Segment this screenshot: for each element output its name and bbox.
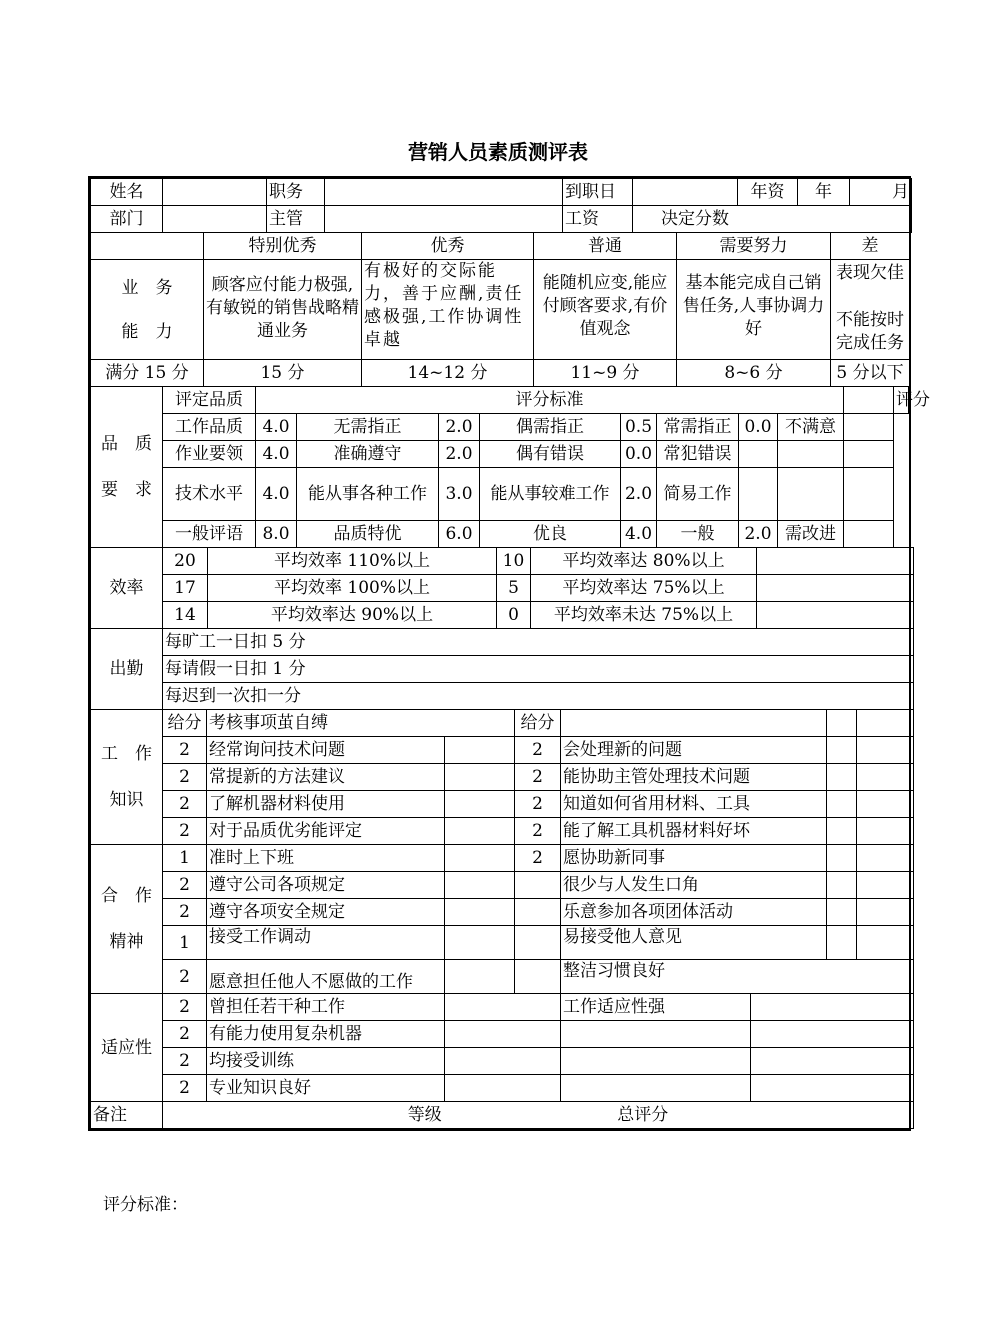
table-row: [91, 441, 909, 468]
quality-desc: 无需指正: [297, 414, 439, 441]
table-row: [91, 960, 914, 994]
cooperation-score-field[interactable]: [445, 926, 515, 960]
knowledge-label-a: 工 作: [101, 744, 152, 764]
table-row: [91, 548, 914, 575]
table-row: [91, 818, 914, 845]
quality-desc: [778, 441, 844, 468]
adaptability-item: [561, 1048, 751, 1075]
attendance-label: 出勤: [91, 629, 163, 710]
knowledge-item: 对于品质优劣能评定: [207, 818, 445, 845]
cooperation-points: [515, 960, 561, 994]
quality-value: 4.0: [621, 521, 657, 548]
knowledge-score-field[interactable]: [445, 764, 515, 791]
supervisor-field[interactable]: [325, 206, 563, 233]
quality-value: 2.0: [439, 414, 480, 441]
month-label: 月: [850, 179, 912, 206]
quality-desc: 能从事较难工作: [480, 468, 621, 521]
cooperation-points: 2: [163, 960, 207, 994]
quality-item: 工作品质: [163, 414, 256, 441]
knowledge-points: 2: [163, 737, 207, 764]
quality-item: 作业要领: [163, 441, 256, 468]
quality-value: 2.0: [439, 441, 480, 468]
knowledge-score-field[interactable]: [445, 737, 515, 764]
quality-desc: 不满意: [778, 414, 844, 441]
score-normal: 11~9 分: [534, 360, 677, 387]
efficiency-points: 0: [497, 602, 531, 629]
cooperation-item: 易接受他人意见: [561, 926, 827, 960]
table-row: [91, 926, 914, 960]
quality-item: 一般评语: [163, 521, 256, 548]
knowledge-item: 了解机器材料使用: [207, 791, 445, 818]
remarks-field[interactable]: [163, 1102, 914, 1129]
quality-desc: 能从事各种工作: [297, 468, 439, 521]
quality-desc: 优良: [480, 521, 621, 548]
table-row: [91, 1075, 914, 1102]
table-row: [91, 845, 914, 872]
quality-desc: 简易工作: [657, 468, 739, 521]
quality-value: 6.0: [439, 521, 480, 548]
desc-needs-effort: 基本能完成自己销售任务,人事协调力好: [677, 260, 831, 360]
table-row: [91, 994, 914, 1021]
adaptability-item: 曾担任若干种工作: [207, 994, 445, 1021]
knowledge-score-field[interactable]: [827, 737, 857, 764]
level-excellent-plus: 特别优秀: [204, 233, 362, 260]
knowledge-points: 2: [163, 791, 207, 818]
desc-excellent-plus: 顾客应付能力极强,有敏锐的销售战略精通业务: [204, 260, 362, 360]
position-field[interactable]: [325, 179, 563, 206]
adaptability-item: 均接受训练: [207, 1048, 445, 1075]
level-excellent: 优秀: [362, 233, 534, 260]
table-row: [91, 414, 909, 441]
efficiency-desc: 平均效率达 75%以上: [531, 575, 757, 602]
position-label: 职务: [267, 179, 325, 206]
knowledge-score-field[interactable]: [827, 791, 857, 818]
adaptability-score-field[interactable]: [751, 1048, 914, 1075]
table-row: [91, 468, 909, 521]
efficiency-score-field[interactable]: [757, 548, 914, 575]
knowledge-label-b: 知识: [109, 790, 144, 810]
cooperation-points: [515, 926, 561, 960]
quality-value: 0.5: [621, 414, 657, 441]
score-excellent-plus: 15 分: [204, 360, 362, 387]
score-excellent: 14~12 分: [362, 360, 534, 387]
cooperation-label: [91, 845, 163, 994]
table-row: [91, 791, 914, 818]
knowledge-blank: [857, 818, 914, 845]
cooperation-score-field[interactable]: [827, 899, 857, 926]
score-needs-effort: 8~6 分: [677, 360, 831, 387]
efficiency-points: 14: [163, 602, 208, 629]
attendance-table: [90, 628, 914, 710]
knowledge-head-blank: [561, 710, 827, 737]
knowledge-head-points-2: 给分: [515, 710, 561, 737]
adaptability-label: 适应性: [91, 994, 163, 1102]
knowledge-points: 2: [163, 818, 207, 845]
table-row: [91, 872, 914, 899]
table-row: [91, 899, 914, 926]
table-row: [91, 737, 914, 764]
adaptability-points: 2: [163, 1021, 207, 1048]
quality-desc: 常犯错误: [657, 441, 739, 468]
quality-value: 3.0: [439, 468, 480, 521]
efficiency-points: 5: [497, 575, 531, 602]
evaluation-form: [88, 176, 930, 1131]
cooperation-score-field[interactable]: [827, 872, 857, 899]
cooperation-score-field[interactable]: [445, 960, 515, 994]
ability-label-a: 业 务: [121, 277, 173, 298]
year-label: 年: [798, 179, 850, 206]
cooperation-points: [515, 872, 561, 899]
basic-info-table: [90, 178, 912, 233]
knowledge-points: 2: [515, 791, 561, 818]
ability-label-b: 能 力: [121, 321, 173, 342]
efficiency-desc: 平均效率达 90%以上: [208, 602, 497, 629]
adaptability-points: 2: [163, 1075, 207, 1102]
desc-normal: 能随机应变,能应付顾客要求,有价值观念: [534, 260, 677, 360]
cooperation-points: 2: [163, 872, 207, 899]
adaptability-item: [561, 1075, 751, 1102]
efficiency-desc: 平均效率达 80%以上: [531, 548, 757, 575]
knowledge-table: [90, 709, 914, 845]
cooperation-blank: [857, 845, 914, 872]
cooperation-points: 2: [163, 899, 207, 926]
level-poor: 差: [831, 233, 910, 260]
hire-date-field[interactable]: [633, 179, 738, 206]
knowledge-score-field[interactable]: [445, 818, 515, 845]
page-title: 营销人员素质测评表: [408, 140, 588, 164]
quality-desc: 品质特优: [297, 521, 439, 548]
quality-value: 4.0: [256, 441, 297, 468]
cooperation-score-field[interactable]: [445, 872, 515, 899]
adaptability-score-field[interactable]: [445, 994, 561, 1021]
scoring-criteria-label: 评分标准：: [103, 1195, 188, 1215]
table-row: [91, 656, 914, 683]
quality-score-field[interactable]: [844, 468, 894, 521]
adaptability-table: [90, 993, 914, 1102]
knowledge-blank: [857, 737, 914, 764]
quality-head-score: 评分: [894, 387, 909, 414]
grade-label: 等级: [407, 1105, 442, 1125]
adaptability-score-field[interactable]: [445, 1021, 561, 1048]
adaptability-score-field[interactable]: [445, 1048, 561, 1075]
adaptability-points: 2: [163, 994, 207, 1021]
table-row: [91, 1021, 914, 1048]
quality-desc: 一般: [657, 521, 739, 548]
adaptability-score-field[interactable]: [445, 1075, 561, 1102]
knowledge-points: 2: [163, 764, 207, 791]
quality-label: [91, 387, 163, 548]
cooperation-points: 2: [515, 845, 561, 872]
efficiency-desc: 平均效率 110%以上: [208, 548, 497, 575]
efficiency-score-field[interactable]: [757, 575, 914, 602]
name-label: 姓名: [91, 179, 163, 206]
supervisor-label: 主管: [267, 206, 325, 233]
remarks-label: 备注: [91, 1102, 163, 1129]
table-row: [91, 683, 914, 710]
quality-head-item: 评定品质: [163, 387, 256, 414]
quality-desc: [778, 468, 844, 521]
cooperation-score-field[interactable]: [827, 926, 857, 960]
quality-value: 0.0: [739, 414, 778, 441]
cooperation-item: 遵守各项安全规定: [207, 899, 445, 926]
knowledge-score-field[interactable]: [445, 791, 515, 818]
cooperation-item: 准时上下班: [207, 845, 445, 872]
cooperation-table: [90, 844, 914, 994]
knowledge-points: 2: [515, 737, 561, 764]
quality-value: [739, 441, 778, 468]
quality-score-field[interactable]: [844, 414, 894, 441]
efficiency-points: 20: [163, 548, 208, 575]
efficiency-points: 17: [163, 575, 208, 602]
cooperation-score-field[interactable]: [445, 899, 515, 926]
cooperation-score-field[interactable]: [445, 845, 515, 872]
desc-poor-a: 表现欠佳: [836, 263, 904, 283]
quality-value: 4.0: [256, 468, 297, 521]
quality-label-a: 品 质: [101, 434, 152, 454]
salary-label: 工资: [563, 206, 633, 233]
decided-score-label: 决定分数: [633, 206, 912, 233]
knowledge-head-blank-2: [827, 710, 857, 737]
knowledge-score-field[interactable]: [827, 764, 857, 791]
knowledge-head-item: 考核事项茧自缚: [207, 710, 515, 737]
adaptability-item: [561, 1021, 751, 1048]
cooperation-item: 愿协助新同事: [561, 845, 827, 872]
quality-value: 8.0: [256, 521, 297, 548]
efficiency-points: 10: [497, 548, 531, 575]
total-score-label: 总评分: [617, 1105, 669, 1125]
level-normal: 普通: [534, 233, 677, 260]
knowledge-item: 常提新的方法建议: [207, 764, 445, 791]
table-row: [91, 602, 914, 629]
cooperation-item: 乐意参加各项团体活动: [561, 899, 827, 926]
cooperation-item: 愿意担任他人不愿做的工作: [207, 960, 445, 994]
name-field[interactable]: [163, 179, 267, 206]
ability-table: [90, 232, 910, 387]
knowledge-item: 知道如何省用材料、工具: [561, 791, 827, 818]
ability-label: [91, 260, 204, 360]
quality-table: [90, 386, 930, 548]
adaptability-item: 有能力使用复杂机器: [207, 1021, 445, 1048]
knowledge-points: 2: [515, 764, 561, 791]
quality-desc: 偶需指正: [480, 414, 621, 441]
knowledge-item: 能了解工具机器材料好坏: [561, 818, 827, 845]
attendance-rule: 每请假一日扣 1 分: [163, 656, 914, 683]
quality-label-b: 要 求: [101, 480, 152, 500]
seniority-label: 年资: [738, 179, 798, 206]
knowledge-points: 2: [515, 818, 561, 845]
attendance-rule: 每旷工一日扣 5 分: [163, 629, 914, 656]
cooperation-item: 很少与人发生口角: [561, 872, 827, 899]
quality-value: 2.0: [739, 521, 778, 548]
adaptability-points: 2: [163, 1048, 207, 1075]
quality-head-blank: [844, 387, 894, 414]
knowledge-item: 能协助主管处理技术问题: [561, 764, 827, 791]
cooperation-blank: [857, 926, 914, 960]
efficiency-desc: 平均效率 100%以上: [208, 575, 497, 602]
quality-value: [739, 468, 778, 521]
cooperation-blank: [857, 872, 914, 899]
quality-value: 0.0: [621, 441, 657, 468]
knowledge-head-blank-3: [857, 710, 914, 737]
cooperation-item: 整洁习惯良好: [561, 960, 914, 994]
cooperation-item: 遵守公司各项规定: [207, 872, 445, 899]
table-row: [91, 764, 914, 791]
quality-desc: 偶有错误: [480, 441, 621, 468]
efficiency-desc: 平均效率未达 75%以上: [531, 602, 757, 629]
quality-score-field[interactable]: [844, 441, 894, 468]
knowledge-blank: [857, 764, 914, 791]
efficiency-label: 效率: [91, 548, 163, 629]
score-poor: 5 分以下: [831, 360, 910, 387]
adaptability-item: 工作适应性强: [561, 994, 751, 1021]
ability-corner: [91, 233, 204, 260]
adaptability-item: 专业知识良好: [207, 1075, 445, 1102]
quality-desc: 需改进: [778, 521, 844, 548]
knowledge-blank: [857, 791, 914, 818]
cooperation-blank: [857, 899, 914, 926]
table-row: [91, 629, 914, 656]
adaptability-score-field[interactable]: [751, 1075, 914, 1102]
remarks-table: [90, 1101, 914, 1129]
hire-date-label: 到职日: [563, 179, 633, 206]
adaptability-score-field[interactable]: [751, 1021, 914, 1048]
department-field[interactable]: [163, 206, 267, 233]
knowledge-item: 经常询问技术问题: [207, 737, 445, 764]
cooperation-score-field[interactable]: [827, 845, 857, 872]
quality-value: 2.0: [621, 468, 657, 521]
quality-value: 4.0: [256, 414, 297, 441]
cooperation-points: 1: [163, 845, 207, 872]
department-label: 部门: [91, 206, 163, 233]
efficiency-table: [90, 547, 914, 629]
cooperation-label-a: 合 作: [101, 886, 152, 906]
level-needs-effort: 需要努力: [677, 233, 831, 260]
table-row: [91, 521, 909, 548]
cooperation-points: 1: [163, 926, 207, 960]
quality-desc: 常需指正: [657, 414, 739, 441]
cooperation-item: 接受工作调动: [207, 926, 445, 960]
attendance-rule: 每迟到一次扣一分: [163, 683, 914, 710]
desc-poor-b: 不能按时完成任务: [836, 310, 904, 353]
knowledge-item: 会处理新的问题: [561, 737, 827, 764]
table-row: [91, 1048, 914, 1075]
cooperation-points: [515, 899, 561, 926]
full-score-label: 满分 15 分: [91, 360, 204, 387]
quality-head-standard: 评分标准: [256, 387, 844, 414]
efficiency-score-field[interactable]: [757, 602, 914, 629]
quality-item: 技术水平: [163, 468, 256, 521]
desc-poor: [831, 260, 910, 360]
knowledge-score-field[interactable]: [827, 818, 857, 845]
quality-desc: 准确遵守: [297, 441, 439, 468]
knowledge-label: [91, 710, 163, 845]
table-row: [91, 575, 914, 602]
knowledge-head-points: 给分: [163, 710, 207, 737]
quality-score-field[interactable]: [844, 521, 894, 548]
adaptability-score-field[interactable]: [751, 994, 914, 1021]
cooperation-label-b: 精神: [109, 932, 144, 952]
desc-excellent: 有极好的交际能力，善于应酬,责任感极强,工作协调性卓越: [362, 260, 534, 360]
